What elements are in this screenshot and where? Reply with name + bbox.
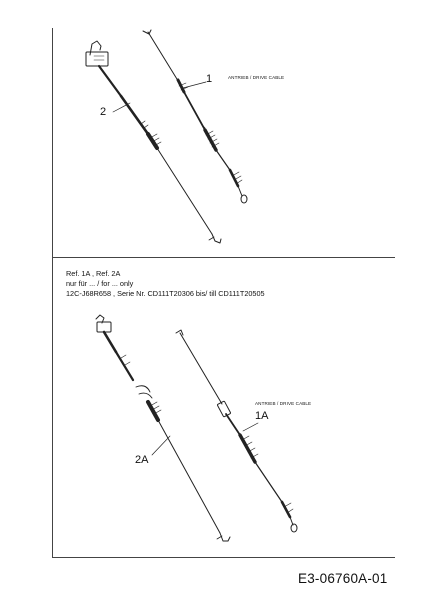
callout-2a: 2A — [135, 454, 149, 466]
leader-1 — [183, 82, 206, 88]
callout-2: 2 — [100, 106, 107, 118]
drive-cable-label-bottom: ANTRIEB / DRIVE CABLE — [255, 401, 312, 406]
leader-2 — [113, 103, 130, 112]
ref-line: Ref. 1A , Ref. 2A — [66, 269, 121, 278]
leader-1a — [243, 423, 258, 431]
leader-2a — [152, 436, 170, 455]
top-cable-1 — [143, 30, 247, 203]
drive-cable-label-top: ANTRIEB / DRIVE CABLE — [228, 75, 285, 80]
only-line: nur für ... / for ... only — [66, 279, 134, 288]
drawing-code: E3-06760A-01 — [298, 571, 388, 586]
callout-1: 1 — [206, 73, 213, 85]
top-cable-2 — [86, 41, 221, 243]
bottom-cable-1a — [176, 330, 297, 532]
serial-line: 12C-J68R658 , Serie Nr. CD111T20306 bis/ till CD111T20505 — [66, 289, 265, 298]
callout-1a: 1A — [255, 410, 269, 422]
bottom-cable-2a — [96, 315, 230, 541]
